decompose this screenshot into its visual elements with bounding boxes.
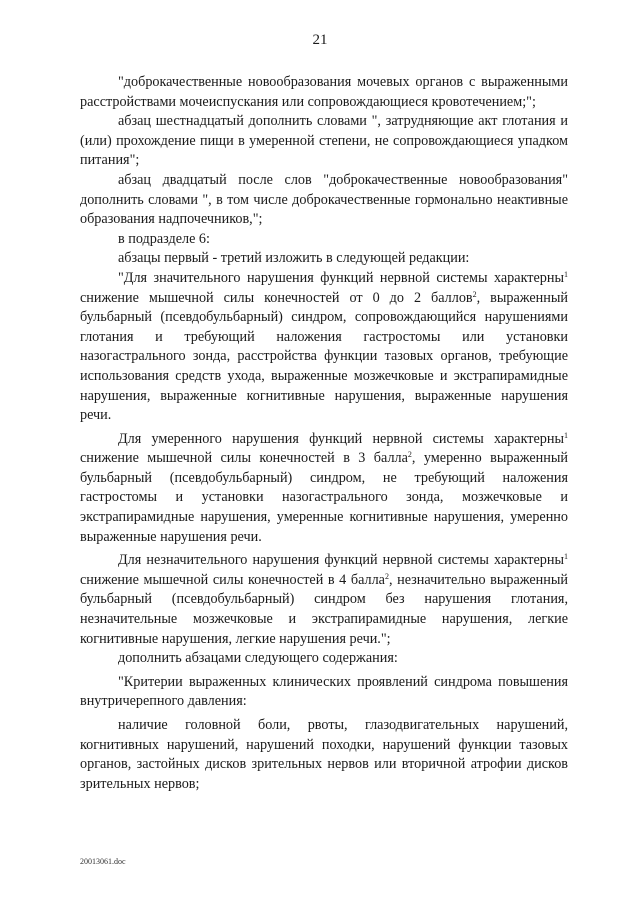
text-span: Для незначительного нарушения функций нервной системы характерны xyxy=(118,552,564,569)
paragraph-10: "Критерии выраженных клинических проявлений синдрома повышения внутричерепного давления: xyxy=(80,673,568,710)
footnote-ref: 2 xyxy=(407,450,412,460)
paragraph-2: абзац шестнадцатый дополнить словами ", затрудняющие акт глотания и (или) прохождение пищи в умеренной степени, не сопровождающиеся упадком питания"; xyxy=(80,113,568,169)
text-span: , незначительно выраженный бульбарный (псевдобульбарный) синдром без нарушения глотания, незначительные мозжечковые и экстрапирамидные нарушения, легкие когнитивные нарушения, легкие нарушения речи."; xyxy=(80,571,568,647)
text-span: "Для значительного нарушения функций нервной системы характерны xyxy=(118,269,564,286)
text-span: Для умеренного нарушения функций нервной системы характерны xyxy=(118,430,564,447)
footnote-ref: 1 xyxy=(564,552,568,562)
page-number: 21 xyxy=(312,32,328,48)
file-name-footer: 20013061.doc xyxy=(80,857,126,866)
paragraph-4: в подразделе 6: xyxy=(118,230,210,247)
text-span: снижение мышечной силы конечностей в 4 балла xyxy=(80,571,385,588)
footnote-ref: 2 xyxy=(384,571,389,581)
paragraph-5: абзацы первый - третий изложить в следующей редакции: xyxy=(118,250,470,267)
footnote-ref: 1 xyxy=(564,430,568,440)
paragraph-1: "доброкачественные новообразования мочевых органов с выраженными расстройствами мочеиспускания или сопровождающиеся кровотечением;"; xyxy=(80,74,568,110)
paragraph-3: абзац двадцатый после слов "доброкачественные новообразования" дополнить словами ", в том числе доброкачественные гормонально неактивные образования надпочечников,"; xyxy=(80,171,568,228)
footnote-ref: 2 xyxy=(472,289,477,299)
paragraph-6 xyxy=(80,269,568,426)
paragraph-11: наличие головной боли, рвоты, глазодвигательных нарушений, когнитивных нарушений, нарушений походки, нарушений функции тазовых органов, застойных дисков зрительных нервов или вторичной атрофии дисков зрительных нервов; xyxy=(80,717,568,792)
text-span: снижение мышечной силы конечностей в 3 балла xyxy=(80,450,408,467)
footnote-ref: 1 xyxy=(564,269,568,279)
text-span: , выраженный бульбарный (псевдобульбарный) синдром, сопровождающийся нарушениями глотания и требующий наложения гастростомы или установки назогастрального зонда, расстройства функции тазовых органов, требующие использования средств ухода, выраженные мозжечковые и экстрапирамидные нарушения, выраженные когнитивные нарушения, выраженные нарушения речи. xyxy=(80,289,568,424)
body-text xyxy=(80,73,568,794)
paragraph-9: дополнить абзацами следующего содержания: xyxy=(118,650,398,667)
paragraph-8 xyxy=(80,551,568,649)
text-span: , умеренно выраженный бульбарный (псевдобульбарный) синдром, не требующий наложения гастростомы и установки назогастрального зонда, мозжечковые и экстрапирамидные нарушения, умеренные когнитивные нарушения, умеренно выраженные нарушения речи. xyxy=(80,450,568,545)
paragraph-7 xyxy=(80,430,568,548)
text-span: снижение мышечной силы конечностей от 0 до 2 баллов xyxy=(80,289,473,306)
